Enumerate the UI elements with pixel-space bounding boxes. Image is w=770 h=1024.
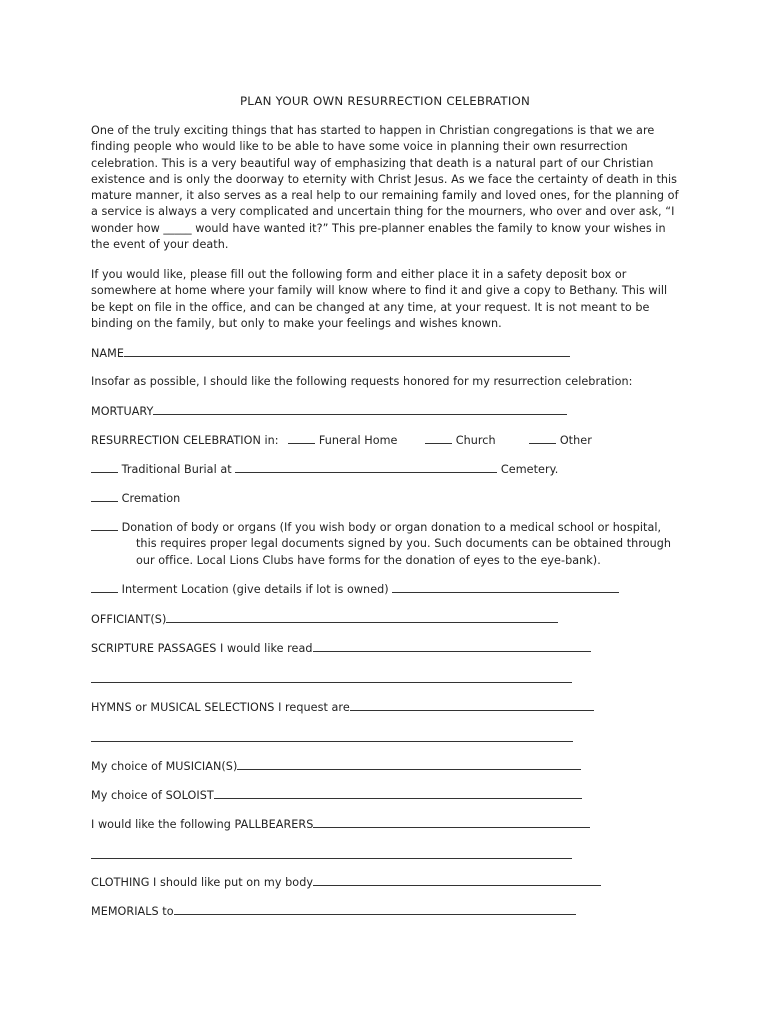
interment-input-line[interactable] bbox=[392, 581, 619, 593]
pallbearers-label: I would like the following PALLBEARERS bbox=[91, 818, 314, 831]
scripture-row bbox=[91, 640, 591, 657]
church-option: Church bbox=[455, 434, 496, 447]
cremation-row bbox=[91, 490, 180, 507]
musicians-label: My choice of MUSICIAN(S) bbox=[91, 760, 238, 773]
pallbearers-row bbox=[91, 816, 590, 833]
soloist-row bbox=[91, 787, 582, 804]
church-check-line[interactable] bbox=[425, 432, 452, 444]
donation-row bbox=[91, 519, 691, 569]
cemetery-name-line[interactable] bbox=[235, 461, 497, 473]
name-label: NAME bbox=[91, 347, 124, 360]
donation-details: this requires proper legal documents signed by you. Such documents can be obtained through our office. Local Lions Clubs have forms for the donation of eyes to the eye-bank). bbox=[136, 537, 672, 567]
interment-label: Interment Location (give details if lot is owned) bbox=[121, 583, 389, 596]
soloist-label: My choice of SOLOIST bbox=[91, 789, 214, 802]
officiants-row bbox=[91, 611, 558, 628]
traditional-burial-check-line[interactable] bbox=[91, 461, 118, 473]
mortuary-label: MORTUARY bbox=[91, 405, 154, 418]
musicians-row bbox=[91, 758, 581, 775]
instructions-paragraph: If you would like, please fill out the following form and either place it in a safety deposit box or somewhere at home where your family will know where to find it and give a copy to Bethany. This will be kept on file in the office, and can be changed at any time, at your request. It is not meant to be binding on the family, but only to make your feelings and wishes known. bbox=[91, 268, 668, 330]
clothing-row bbox=[91, 874, 601, 891]
cremation-label: Cremation bbox=[121, 492, 181, 505]
cremation-check-line[interactable] bbox=[91, 490, 118, 502]
requests-intro: Insofar as possible, I should like the following requests honored for my resurrection celebration: bbox=[91, 375, 633, 388]
scripture-continuation-line[interactable] bbox=[91, 682, 572, 683]
donation-check-line[interactable] bbox=[91, 519, 118, 531]
donation-label: Donation of body or organs (If you wish body or organ donation to a medical school or hospital, bbox=[121, 521, 662, 534]
celebration-in-label: RESURRECTION CELEBRATION in: bbox=[91, 434, 279, 447]
funeral-home-check-line[interactable] bbox=[288, 432, 315, 444]
memorials-input-line[interactable] bbox=[174, 903, 576, 915]
name-input-line[interactable] bbox=[124, 345, 570, 357]
interment-row bbox=[91, 581, 619, 598]
hymns-input-line[interactable] bbox=[350, 699, 594, 711]
scripture-label: SCRIPTURE PASSAGES I would like read bbox=[91, 642, 313, 655]
hymns-row bbox=[91, 699, 594, 716]
scripture-input-line[interactable] bbox=[313, 640, 591, 652]
celebration-location-row bbox=[91, 432, 592, 449]
hymns-label: HYMNS or MUSICAL SELECTIONS I request are bbox=[91, 701, 350, 714]
interment-check-line[interactable] bbox=[91, 581, 118, 593]
memorials-row bbox=[91, 903, 576, 920]
funeral-home-option: Funeral Home bbox=[318, 434, 398, 447]
clothing-label: CLOTHING I should like put on my body bbox=[91, 876, 314, 889]
page-title: PLAN YOUR OWN RESURRECTION CELEBRATION bbox=[239, 94, 531, 108]
intro-paragraph: One of the truly exciting things that has started to happen in Christian congregations is that we are finding people who would like to be able to have some voice in planning their own resurrection celebration. This is a very beautiful way of emphasizing that death is a natural part of our Christian existence and is only the doorway to eternity with Christ Jesus. As we face the certainty of death in this mature manner, it also serves as a real help to our remaining family and loved ones, for the planning of a service is always a very complicated and uncertain thing for the mourners, who over and over ask, “I wonder how _____ would have wanted it?” This pre-planner enables the family to know your wishes in the event of your death. bbox=[91, 124, 679, 252]
soloist-input-line[interactable] bbox=[214, 787, 582, 799]
hymns-continuation-line[interactable] bbox=[91, 741, 573, 742]
officiants-input-line[interactable] bbox=[166, 611, 558, 623]
traditional-burial-row bbox=[91, 461, 558, 478]
other-option: Other bbox=[559, 434, 592, 447]
traditional-burial-label: Traditional Burial at bbox=[121, 463, 232, 476]
pallbearers-continuation-line[interactable] bbox=[91, 858, 572, 859]
officiants-label: OFFICIANT(S) bbox=[91, 613, 167, 626]
clothing-input-line[interactable] bbox=[313, 874, 601, 886]
mortuary-field-row bbox=[91, 403, 567, 420]
cemetery-label: Cemetery. bbox=[500, 463, 559, 476]
other-check-line[interactable] bbox=[529, 432, 556, 444]
memorials-label: MEMORIALS to bbox=[91, 905, 174, 918]
mortuary-input-line[interactable] bbox=[153, 403, 567, 415]
pallbearers-input-line[interactable] bbox=[313, 816, 590, 828]
name-field-row bbox=[91, 345, 570, 362]
musicians-input-line[interactable] bbox=[237, 758, 581, 770]
